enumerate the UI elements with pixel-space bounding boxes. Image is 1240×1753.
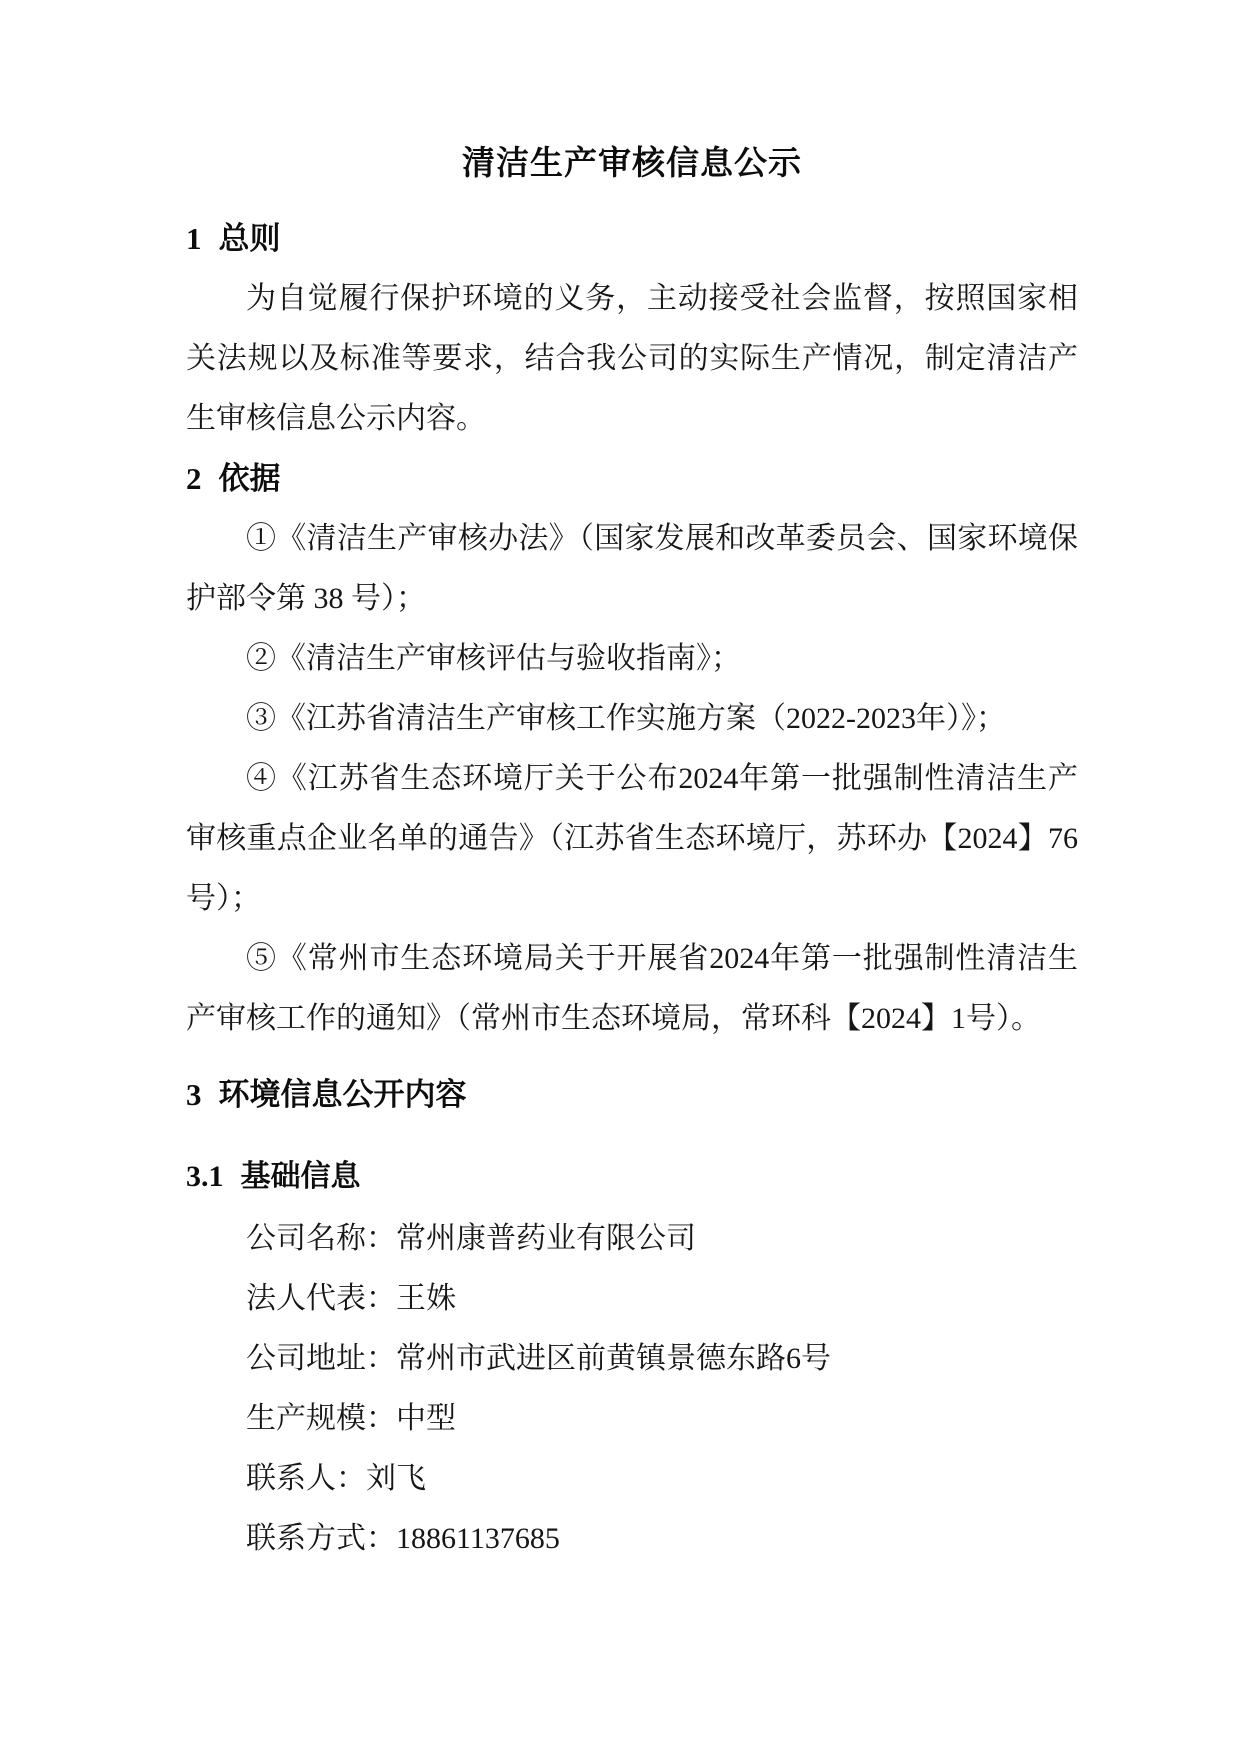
section-2-label: 依据 — [218, 461, 281, 496]
section-3-1-label: 基础信息 — [240, 1160, 361, 1193]
info-label: 联系人： — [246, 1462, 366, 1495]
section-3-1-number: 3.1 — [186, 1160, 224, 1193]
info-label: 公司地址： — [246, 1342, 396, 1375]
info-value: 王姝 — [396, 1282, 456, 1315]
info-field-contact-person — [186, 1449, 1078, 1509]
section-3-1-heading — [186, 1147, 1078, 1207]
section-1-label: 总则 — [218, 221, 281, 256]
basis-item-4: ④《江苏省生态环境厅关于公布2024年第一批强制性清洁生产审核重点企业名单的通告》（江苏省生态环境厅，苏环办【2024】76号）； — [186, 762, 1078, 915]
info-value: 中型 — [396, 1402, 456, 1435]
section-2-heading — [186, 449, 1078, 509]
basis-item-5: ⑤《常州市生态环境局关于开展省2024年第一批强制性清洁生产审核工作的通知》（常州市生态环境局，常环科【2024】1号）。 — [186, 942, 1078, 1035]
info-value: 常州市武进区前黄镇景德东路6号 — [396, 1342, 831, 1375]
section-3-label: 环境信息公开内容 — [218, 1077, 467, 1112]
info-value: 刘飞 — [366, 1462, 426, 1495]
info-label: 生产规模： — [246, 1402, 396, 1435]
info-label: 法人代表： — [246, 1282, 396, 1315]
basis-item-1: ①《清洁生产审核办法》（国家发展和改革委员会、国家环境保护部令第 38 号）； — [186, 522, 1078, 615]
info-value: 18861137685 — [396, 1522, 560, 1555]
section-2-number: 2 — [186, 461, 202, 496]
section-3-heading — [186, 1065, 1078, 1125]
section-1-number: 1 — [186, 221, 202, 256]
info-value: 常州康普药业有限公司 — [396, 1222, 696, 1255]
section-1-heading — [186, 209, 1078, 269]
basis-item-3: ③《江苏省清洁生产审核工作实施方案（2022-2023年）》； — [246, 702, 1006, 735]
document-title: 清洁生产审核信息公示 — [462, 146, 802, 182]
info-field-contact-phone — [186, 1509, 1078, 1569]
info-field-company-name — [186, 1209, 1078, 1269]
info-field-production-scale — [186, 1389, 1078, 1449]
basis-item-2: ②《清洁生产审核评估与验收指南》； — [246, 642, 741, 675]
info-field-company-address — [186, 1329, 1078, 1389]
section-1-paragraph: 为自觉履行保护环境的义务，主动接受社会监督，按照国家相关法规以及标准等要求，结合我公司的实际生产情况，制定清洁产生审核信息公示内容。 — [186, 282, 1078, 435]
info-label: 联系方式： — [246, 1522, 396, 1555]
section-3-number: 3 — [186, 1077, 202, 1112]
basic-info-list — [186, 1209, 1078, 1569]
info-label: 公司名称： — [246, 1222, 396, 1255]
info-field-legal-representative — [186, 1269, 1078, 1329]
